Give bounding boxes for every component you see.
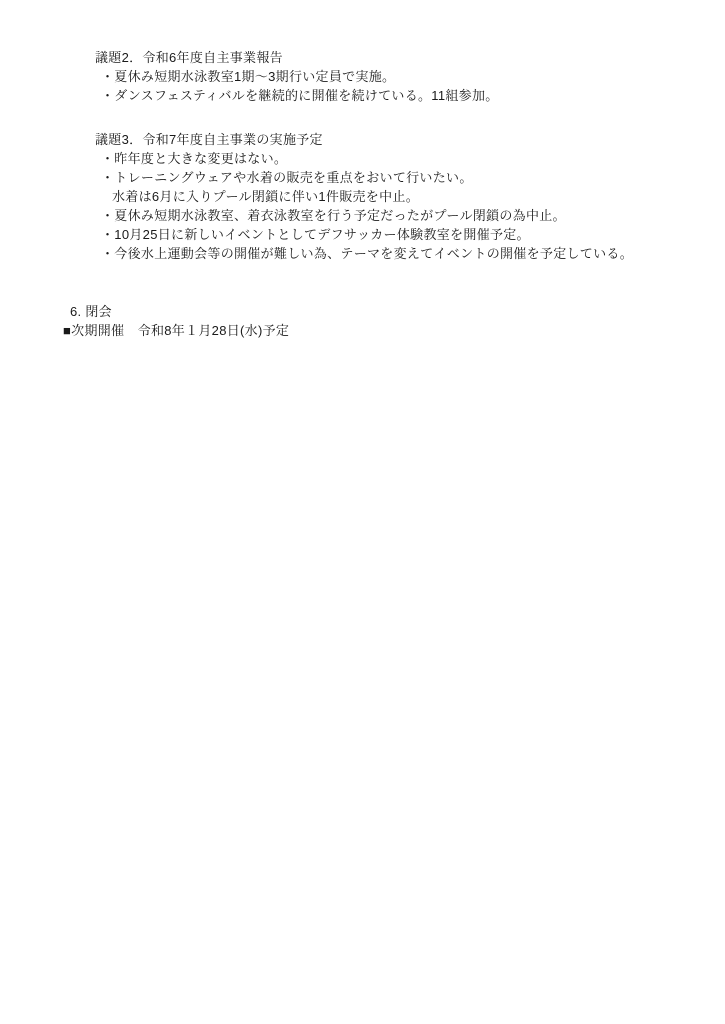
agenda-topic-2-heading: 議題2．令和6年度自主事業報告 <box>95 50 283 65</box>
agenda-topic-2-section <box>0 48 725 105</box>
agenda-topic-3-item: ・今後水上運動会等の開催が難しい為、テーマを変えてイベントの開催を予定している。 <box>101 246 634 261</box>
closing-section <box>0 302 725 340</box>
agenda-topic-3-item: ・10月25日に新しいイベントとしてデフサッカー体験教室を開催予定。 <box>101 227 530 242</box>
agenda-topic-3-item: ・トレーニングウェアや水着の販売を重点をおいて行いたい。 <box>101 170 473 185</box>
agenda-topic-2-item: ・ダンスフェスティバルを継続的に開催を続けている。11組参加。 <box>101 88 499 103</box>
closing-agenda-item: 6. 閉会 <box>70 304 112 319</box>
agenda-topic-3-heading: 議題3．令和7年度自主事業の実施予定 <box>95 132 323 147</box>
document-content <box>0 0 725 340</box>
agenda-topic-3-item: ・夏休み短期水泳教室、着衣泳教室を行う予定だったがプール閉鎖の為中止。 <box>101 208 566 223</box>
next-meeting-line: ■次期開催 令和8年１月28日(水)予定 <box>63 323 290 338</box>
agenda-topic-2-item: ・夏休み短期水泳教室1期～3期行い定員で実施。 <box>101 69 396 84</box>
agenda-topic-3-item-continuation: 水着は6月に入りプール閉鎖に伴い1件販売を中止。 <box>112 189 420 204</box>
agenda-topic-3-item: ・昨年度と大きな変更はない。 <box>101 151 288 166</box>
agenda-topic-3-section <box>0 130 725 263</box>
